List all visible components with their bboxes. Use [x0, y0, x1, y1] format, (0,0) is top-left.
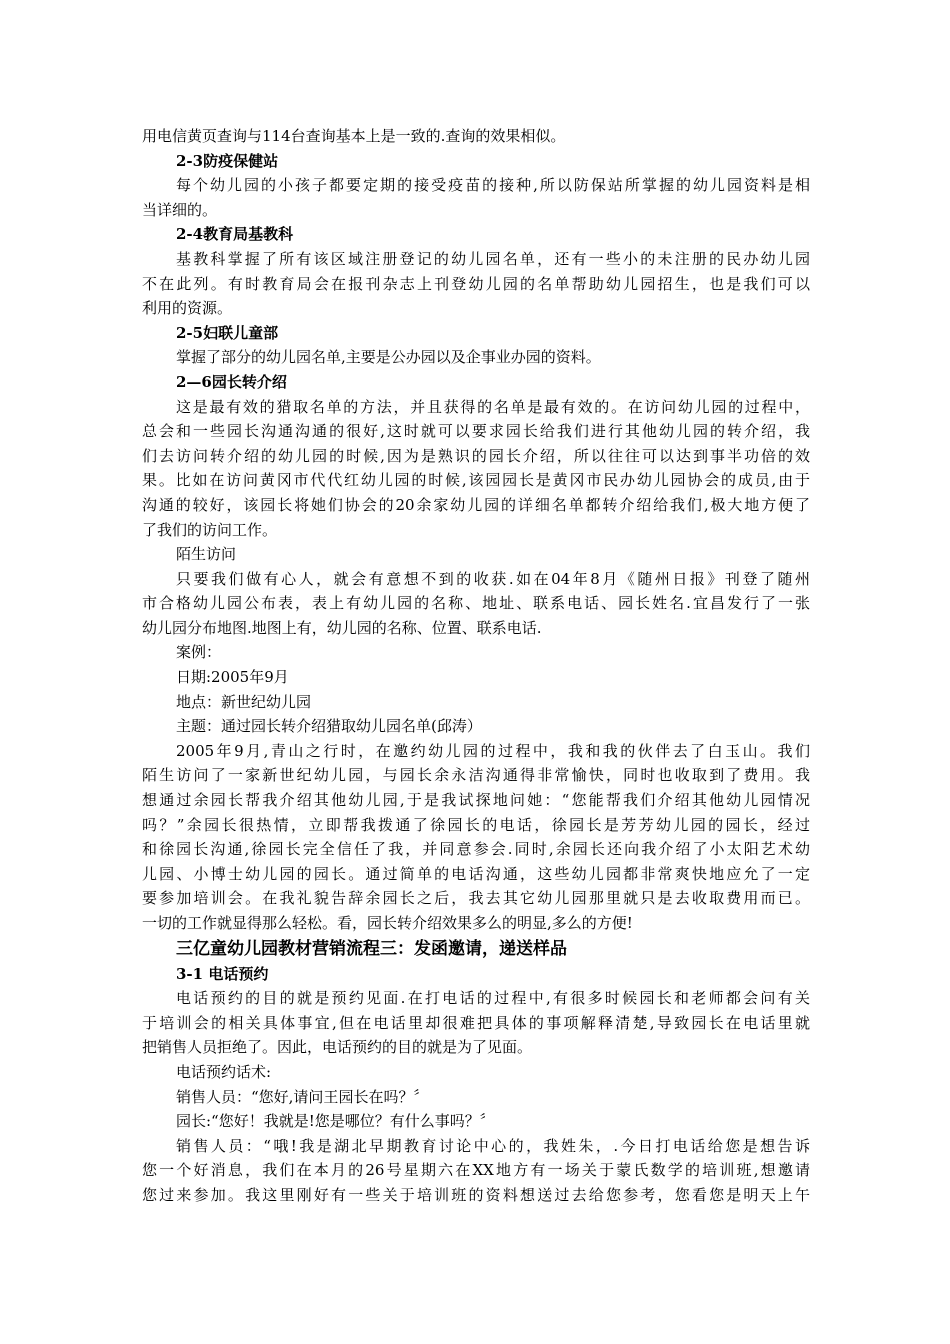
- paragraph-line: 市合格幼儿园公布表，表上有幼儿园的名称、地址、联系电话、园长姓名.宜昌发行了一张: [142, 594, 810, 613]
- paragraph-line: 和徐园长沟通,徐园长完全信任了我，并同意参会.同时,余园长还向我介绍了小太阳艺术幼: [142, 840, 810, 859]
- paragraph-line: 掌握了部分的幼儿园名单,主要是公办园以及企事业办园的资料。: [176, 348, 601, 367]
- paragraph-line: 地点：新世纪幼儿园: [176, 692, 312, 711]
- paragraph-line: 们去访问转介绍的幼儿园的时候,因为是熟识的园长介绍，所以往往可以达到事半功倍的效: [142, 446, 810, 465]
- paragraph-line: 利用的资源。: [142, 299, 233, 318]
- dialogue-line: 销售人员：“哦!我是湖北早期教育讨论中心的，我姓朱，.今日打电话给您是想告诉: [176, 1136, 810, 1155]
- paragraph-line: 沟通的较好，该园长将她们协会的20余家幼儿园的详细名单都转介绍给我们,极大地方便了: [142, 495, 810, 514]
- paragraph-line: 陌生访问: [176, 545, 237, 564]
- paragraph-line: 儿园、小博士幼儿园的园长。通过简单的电话沟通，这些幼儿园都非常爽快地应允了一定: [142, 864, 810, 883]
- chapter-heading: 三亿童幼儿园教材营销流程三：发函邀请，递送样品: [176, 938, 567, 959]
- paragraph-line: 当详细的。: [142, 200, 218, 219]
- paragraph-line: 了我们的访问工作。: [142, 520, 278, 539]
- section-heading: 2-3防疫保健站: [176, 151, 279, 170]
- dialogue-line: 园长:“您好！我就是!您是哪位？有什么事吗？〞: [176, 1112, 495, 1131]
- paragraph-line: 总会和一些园长沟通沟通的很好,这时就可以要求园长给我们进行其他幼儿园的转介绍，我: [142, 422, 810, 441]
- paragraph-line: 基教科掌握了所有该区域注册登记的幼儿园名单，还有一些小的未注册的民办幼儿园: [176, 249, 810, 268]
- section-heading: 2—6园长转介绍: [176, 372, 287, 391]
- paragraph-line: 幼儿园分布地图.地图上有，幼儿园的名称、位置、联系电话.: [142, 618, 542, 637]
- paragraph-line: 这是最有效的猎取名单的方法，并且获得的名单是最有效的。在访问幼儿园的过程中，: [176, 397, 810, 416]
- paragraph-line: 案例：: [176, 643, 222, 662]
- section-heading: 2-4教育局基教科: [176, 225, 294, 244]
- paragraph-line: 每个幼儿园的小孩子都要定期的接受疫苗的接种,所以防保站所掌握的幼儿园资料是相: [176, 176, 810, 195]
- paragraph-line: 一切的工作就显得那么轻松。看，园长转介绍效果多么的明显,多么的方便!: [142, 914, 633, 932]
- paragraph-line: 果。比如在访问黄冈市代代红幼儿园的时候,该园园长是黄冈市民办幼儿园协会的成员,由于: [142, 471, 810, 490]
- section-heading: 2-5妇联儿童部: [176, 323, 279, 342]
- paragraph-line: 电话预约的目的就是预约见面.在打电话的过程中,有很多时候园长和老师都会问有关: [176, 989, 810, 1008]
- paragraph-line: 电话预约话术:: [176, 1062, 272, 1081]
- paragraph-line: 吗？”余园长很热情，立即帮我拨通了徐园长的电话，徐园长是芳芳幼儿园的园长，经过: [142, 815, 810, 834]
- section-heading: 3-1 电话预约: [176, 964, 269, 983]
- paragraph-line: 主题：通过园长转介绍猎取幼儿园名单(邱涛）: [176, 717, 482, 736]
- paragraph-line: 把销售人员拒绝了。因此，电话预约的目的就是为了见面。: [142, 1038, 533, 1057]
- paragraph-line: 只要我们做有心人，就会有意想不到的收获.如在04年8月《随州日报》刊登了随州: [176, 569, 810, 588]
- paragraph-line: 于培训会的相关具体事宜,但在电话里却很难把具体的事项解释清楚,导致园长在电话里就: [142, 1013, 810, 1032]
- paragraph-line: 您过来参加。我这里刚好有一些关于培训班的资料想送过去给您参考，您看您是明天上午: [142, 1185, 810, 1204]
- paragraph-line: 日期:2005年9月: [176, 668, 289, 687]
- paragraph-line: 想通过余园长帮我介绍其他幼儿园,于是我试探地问她：“您能帮我们介绍其他幼儿园情况: [142, 791, 810, 810]
- paragraph-line: 您一个好消息，我们在本月的26号星期六在XX地方有一场关于蒙氏数学的培训班,想邀请: [142, 1161, 810, 1180]
- document-body: [142, 124, 810, 1208]
- paragraph-line: 陌生访问了一家新世纪幼儿园，与园长余永洁沟通得非常愉快，同时也收取到了费用。我: [142, 766, 810, 785]
- dialogue-line: 销售人员：“您好,请问王园长在吗？〞: [176, 1087, 429, 1106]
- paragraph-line: 不在此列。有时教育局会在报刊杂志上刊登幼儿园的名单帮助幼儿园招生，也是我们可以: [142, 274, 810, 293]
- paragraph-line: 要参加培训会。在我礼貌告辞余园长之后，我去其它幼儿园那里就只是去收取费用而已。: [142, 889, 810, 908]
- paragraph-line: 2005年9月,青山之行时，在邀约幼儿园的过程中，我和我的伙伴去了白玉山。我们: [176, 741, 810, 760]
- paragraph-line: 用电信黄页查询与114台查询基本上是一致的.查询的效果相似。: [142, 127, 566, 145]
